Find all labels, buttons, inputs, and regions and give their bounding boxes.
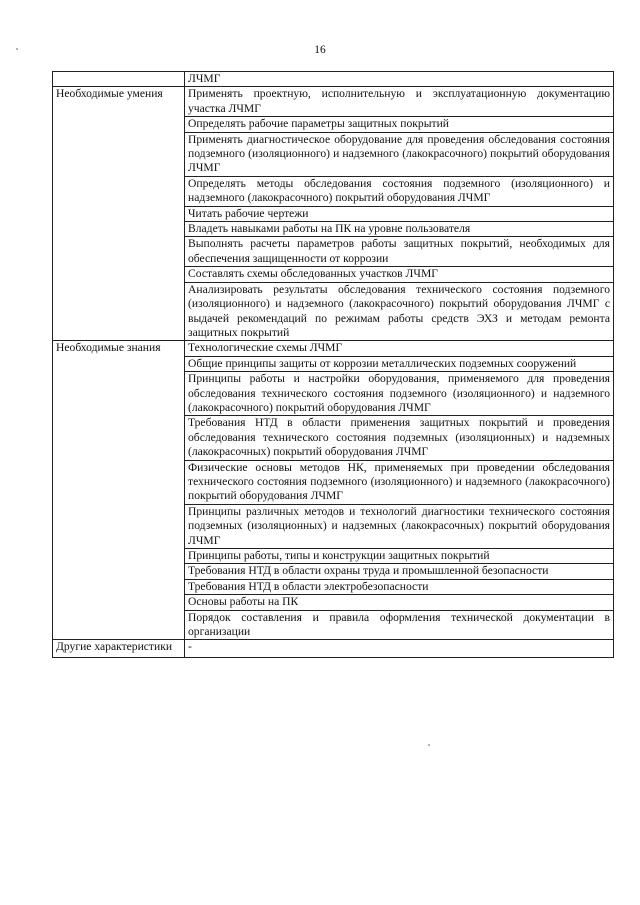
table-cell: Применять проектную, исполнительную и эксплуатационную документацию участка ЛЧМГ [185,87,614,117]
table-cell: Основы работы на ПК [185,595,614,610]
table-cell: - [185,640,614,657]
scan-speck [428,744,430,746]
table-cell: Общие принципы защиты от коррозии металлических подземных сооружений [185,356,614,371]
table-cell: Принципы работы и настройки оборудования, применяемого для проведения обследования технического состояния подземного (изоляционного) и надземного (лакокрасочного) покрытий оборудования ЛЧМГ [185,372,614,416]
table-cell: Составлять схемы обследованных участков ЛЧМГ [185,267,614,282]
table-cell: Технологические схемы ЛЧМГ [185,341,614,356]
table-cell: Требования НТД в области охраны труда и промышленной безопасности [185,564,614,579]
table-cell: Определять методы обследования состояния подземного (изоляционного) и надземного (лакокрасочного) покрытий оборудования ЛЧМГ [185,176,614,206]
page-number: 16 [314,44,326,56]
table-cell: Принципы работы, типы и конструкции защитных покрытий [185,549,614,564]
table-cell: Выполнять расчеты параметров работы защитных покрытий, необходимых для обеспечения защищенности от коррозии [185,237,614,267]
table-cell: Принципы различных методов и технологий диагностики технического состояния подземных (изоляционных) и надземных (лакокрасочных) покрытий оборудования ЛЧМГ [185,504,614,548]
row-label-other: Другие характеристики [53,640,185,657]
table-cell: ЛЧМГ [185,72,614,87]
competency-table [52,71,614,658]
table-cell: Применять диагностическое оборудование для проведения обследования состояния подземного (изоляционного) и надземного (лакокрасочного) покрытий оборудования ЛЧМГ [185,132,614,176]
table-cell: Требования НТД в области электробезопасности [185,579,614,594]
table-cell: Читать рабочие чертежи [185,206,614,221]
table-cell: Порядок составления и правила оформления технической документации в организации [185,610,614,640]
table-cell: Требования НТД в области применения защитных покрытий и проведения обследования технического состояния подземных (изоляционных) и надземных (лакокрасочных) покрытий оборудования ЛЧМГ [185,416,614,460]
table-row [53,72,614,87]
table-cell: Определять рабочие параметры защитных покрытий [185,117,614,132]
table-row [53,87,614,117]
row-label-skills: Необходимые умения [53,87,185,341]
table-row [53,640,614,657]
table-cell: Анализировать результаты обследования технического состояния подземного (изоляционного) и надземного (лакокрасочного) покрытий оборудования ЛЧМГ с выдачей рекомендаций по режимам работы средств ЭХЗ и методам ремонта защитных покрытий [185,282,614,341]
table-row [53,341,614,356]
table-cell: Владеть навыками работы на ПК на уровне пользователя [185,222,614,237]
row-label-knowledge: Необходимые знания [53,341,185,640]
scan-speck [16,48,18,50]
row-label [53,72,185,87]
table-cell: Физические основы методов НК, применяемых при проведении обследования технического состояния подземного (изоляционного) и надземного (лакокрасочного) покрытий оборудования ЛЧМГ [185,460,614,504]
